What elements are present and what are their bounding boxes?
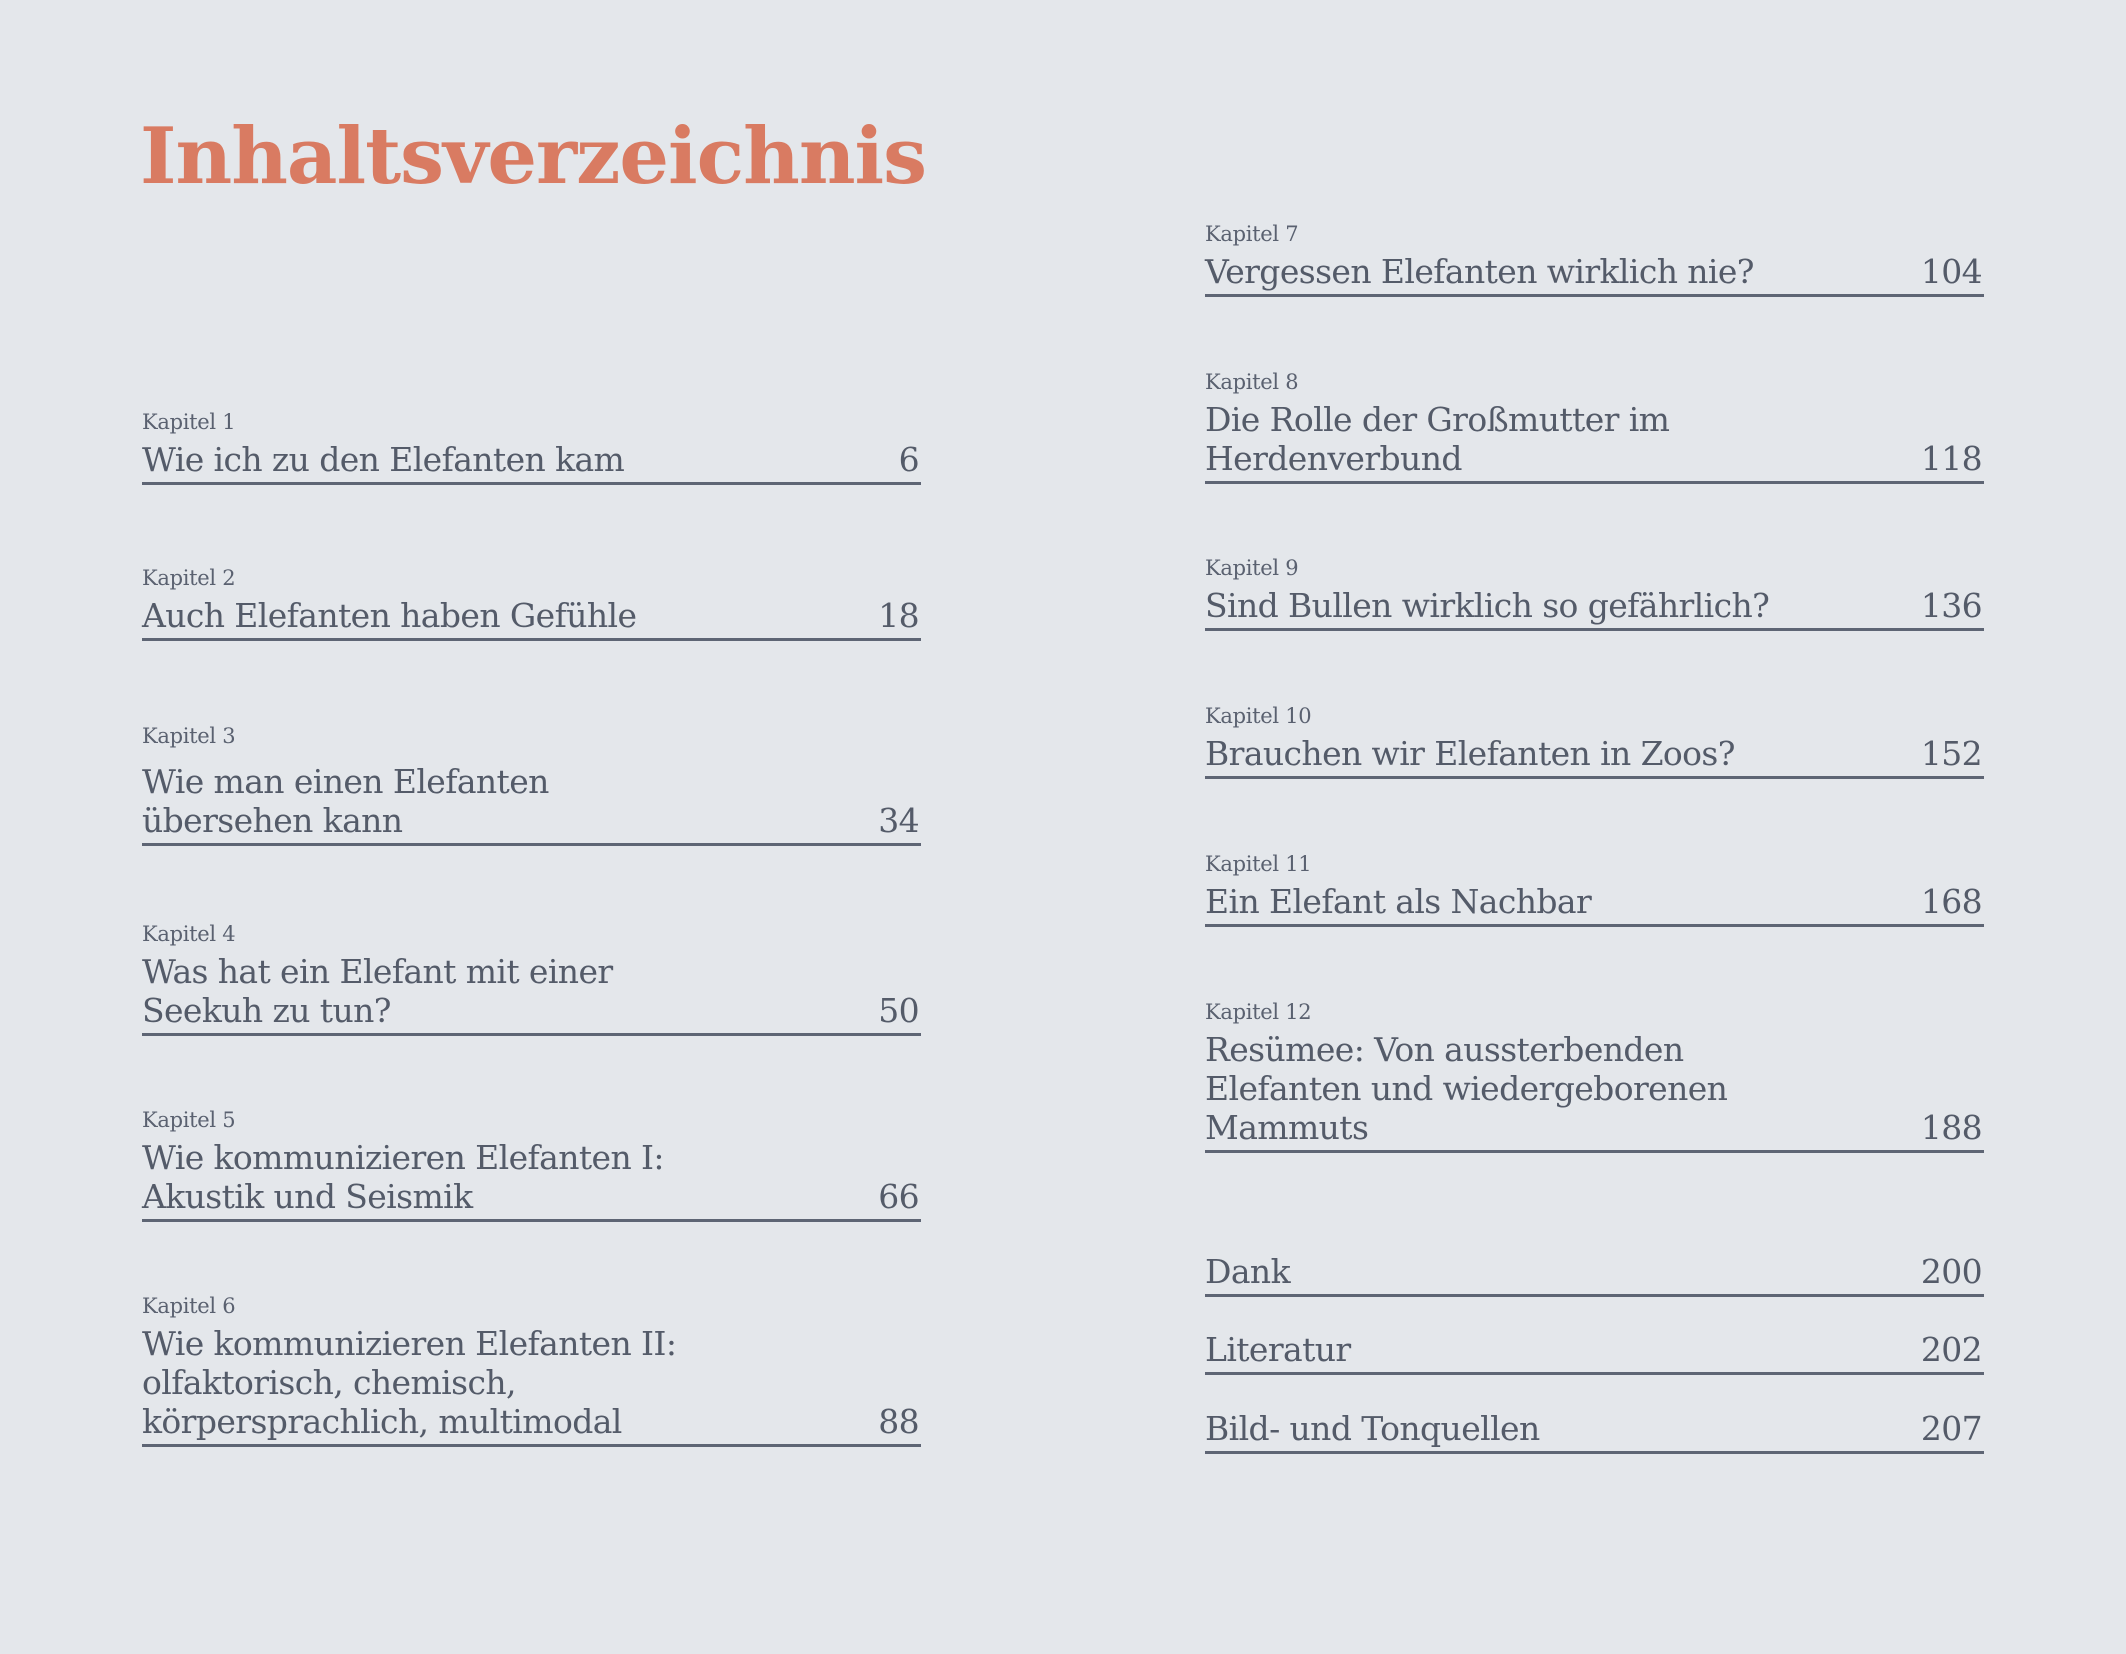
toc-row [142, 762, 921, 846]
chapter-label: Kapitel 7 [1205, 222, 1299, 246]
toc-row [1205, 252, 1984, 297]
page-number: 50 [878, 991, 919, 1030]
toc-entry-chapter-5[interactable] [142, 1108, 921, 1222]
chapter-title-line: übersehen kann [142, 801, 403, 840]
page-number: 200 [1920, 1252, 1982, 1291]
chapter-title-line: olfaktorisch, chemisch, [142, 1363, 516, 1402]
chapter-title-line: Seekuh zu tun? [142, 991, 391, 1030]
page-number: 136 [1920, 586, 1982, 625]
toc-entry-bild-und-tonquellen[interactable] [1205, 1409, 1984, 1454]
appendix-title: Dank [1205, 1252, 1290, 1291]
page-number: 118 [1920, 439, 1982, 478]
appendix-title: Literatur [1205, 1330, 1351, 1369]
toc-row [142, 440, 921, 485]
toc-entry-literatur[interactable] [1205, 1330, 1984, 1375]
toc-row [1205, 586, 1984, 631]
chapter-label: Kapitel 9 [1205, 556, 1299, 580]
chapter-title-line: Wie kommunizieren Elefanten II: [142, 1324, 677, 1363]
chapter-title-line: Was hat ein Elefant mit einer [142, 952, 613, 991]
chapter-title-line: Vergessen Elefanten wirklich nie? [1205, 252, 1754, 291]
page-number: 34 [878, 801, 919, 840]
chapter-title-line: Resümee: Von aussterbenden [1205, 1030, 1684, 1069]
chapter-title-line: Wie man einen Elefanten [142, 762, 549, 801]
toc-row [1205, 400, 1984, 484]
chapter-title-line: Mammuts [1205, 1108, 1369, 1147]
chapter-title [1205, 252, 1754, 291]
page-number: 88 [878, 1402, 919, 1441]
toc-entry-dank[interactable] [1205, 1252, 1984, 1297]
page-number: 18 [878, 596, 919, 635]
toc-entry-chapter-6[interactable] [142, 1294, 921, 1447]
page-number: 66 [878, 1177, 919, 1216]
chapter-title [142, 952, 613, 1030]
chapter-label: Kapitel 5 [142, 1108, 236, 1132]
chapter-title [142, 1324, 676, 1441]
chapter-title-line: Auch Elefanten haben Gefühle [142, 596, 637, 635]
toc-row [1205, 734, 1984, 779]
page-number: 188 [1920, 1108, 1982, 1147]
chapter-title-line: Wie kommunizieren Elefanten I: [142, 1138, 664, 1177]
toc-row [1205, 1409, 1984, 1454]
chapter-label: Kapitel 6 [142, 1294, 236, 1318]
toc-entry-chapter-8[interactable] [1205, 370, 1984, 484]
chapter-label: Kapitel 2 [142, 566, 236, 590]
chapter-label: Kapitel 4 [142, 922, 236, 946]
chapter-label: Kapitel 3 [142, 724, 236, 748]
toc-row [142, 596, 921, 641]
chapter-title-line: Herdenverbund [1205, 439, 1462, 478]
chapter-title [142, 1138, 664, 1216]
toc-row [1205, 1252, 1984, 1297]
chapter-title-line: Sind Bullen wirklich so gefährlich? [1205, 586, 1770, 625]
page-number: 202 [1920, 1330, 1982, 1369]
page-number: 207 [1920, 1409, 1982, 1448]
page-title: Inhaltsverzeichnis [140, 111, 927, 202]
toc-entry-chapter-7[interactable] [1205, 222, 1984, 297]
toc-entry-chapter-10[interactable] [1205, 704, 1984, 779]
page-number: 104 [1920, 252, 1982, 291]
toc-row [142, 1324, 921, 1447]
chapter-title-line: Akustik und Seismik [142, 1177, 473, 1216]
toc-entry-chapter-12[interactable] [1205, 1000, 1984, 1153]
page-number: 6 [898, 440, 919, 479]
chapter-title-line: Brauchen wir Elefanten in Zoos? [1205, 734, 1735, 773]
toc-row [1205, 1030, 1984, 1153]
chapter-title [142, 596, 636, 635]
page-number: 152 [1920, 734, 1982, 773]
chapter-title [1205, 882, 1591, 921]
chapter-title [1205, 586, 1769, 625]
chapter-label: Kapitel 12 [1205, 1000, 1312, 1024]
chapter-title-line: körpersprachlich, multimodal [142, 1402, 622, 1441]
toc-entry-chapter-1[interactable] [142, 410, 921, 485]
toc-entry-chapter-9[interactable] [1205, 556, 1984, 631]
chapter-label: Kapitel 10 [1205, 704, 1312, 728]
chapter-title [142, 762, 549, 840]
chapter-title [142, 440, 624, 479]
appendix-title: Bild- und Tonquellen [1205, 1409, 1540, 1448]
chapter-title-line: Ein Elefant als Nachbar [1205, 882, 1592, 921]
toc-entry-chapter-3[interactable] [142, 724, 921, 846]
chapter-title [1205, 1030, 1727, 1147]
toc-row [142, 952, 921, 1036]
chapter-label: Kapitel 8 [1205, 370, 1299, 394]
chapter-label: Kapitel 1 [142, 410, 236, 434]
page-number: 168 [1920, 882, 1982, 921]
toc-entry-chapter-4[interactable] [142, 922, 921, 1036]
toc-entry-chapter-2[interactable] [142, 566, 921, 641]
chapter-title [1205, 734, 1735, 773]
toc-entry-chapter-11[interactable] [1205, 852, 1984, 927]
chapter-title-line: Die Rolle der Großmutter im [1205, 400, 1670, 439]
toc-row [142, 1138, 921, 1222]
chapter-title-line: Elefanten und wiedergeborenen [1205, 1069, 1728, 1108]
chapter-title [1205, 400, 1669, 478]
toc-row [1205, 882, 1984, 927]
toc-row [1205, 1330, 1984, 1375]
chapter-label: Kapitel 11 [1205, 852, 1312, 876]
chapter-title-line: Wie ich zu den Elefanten kam [142, 440, 625, 479]
